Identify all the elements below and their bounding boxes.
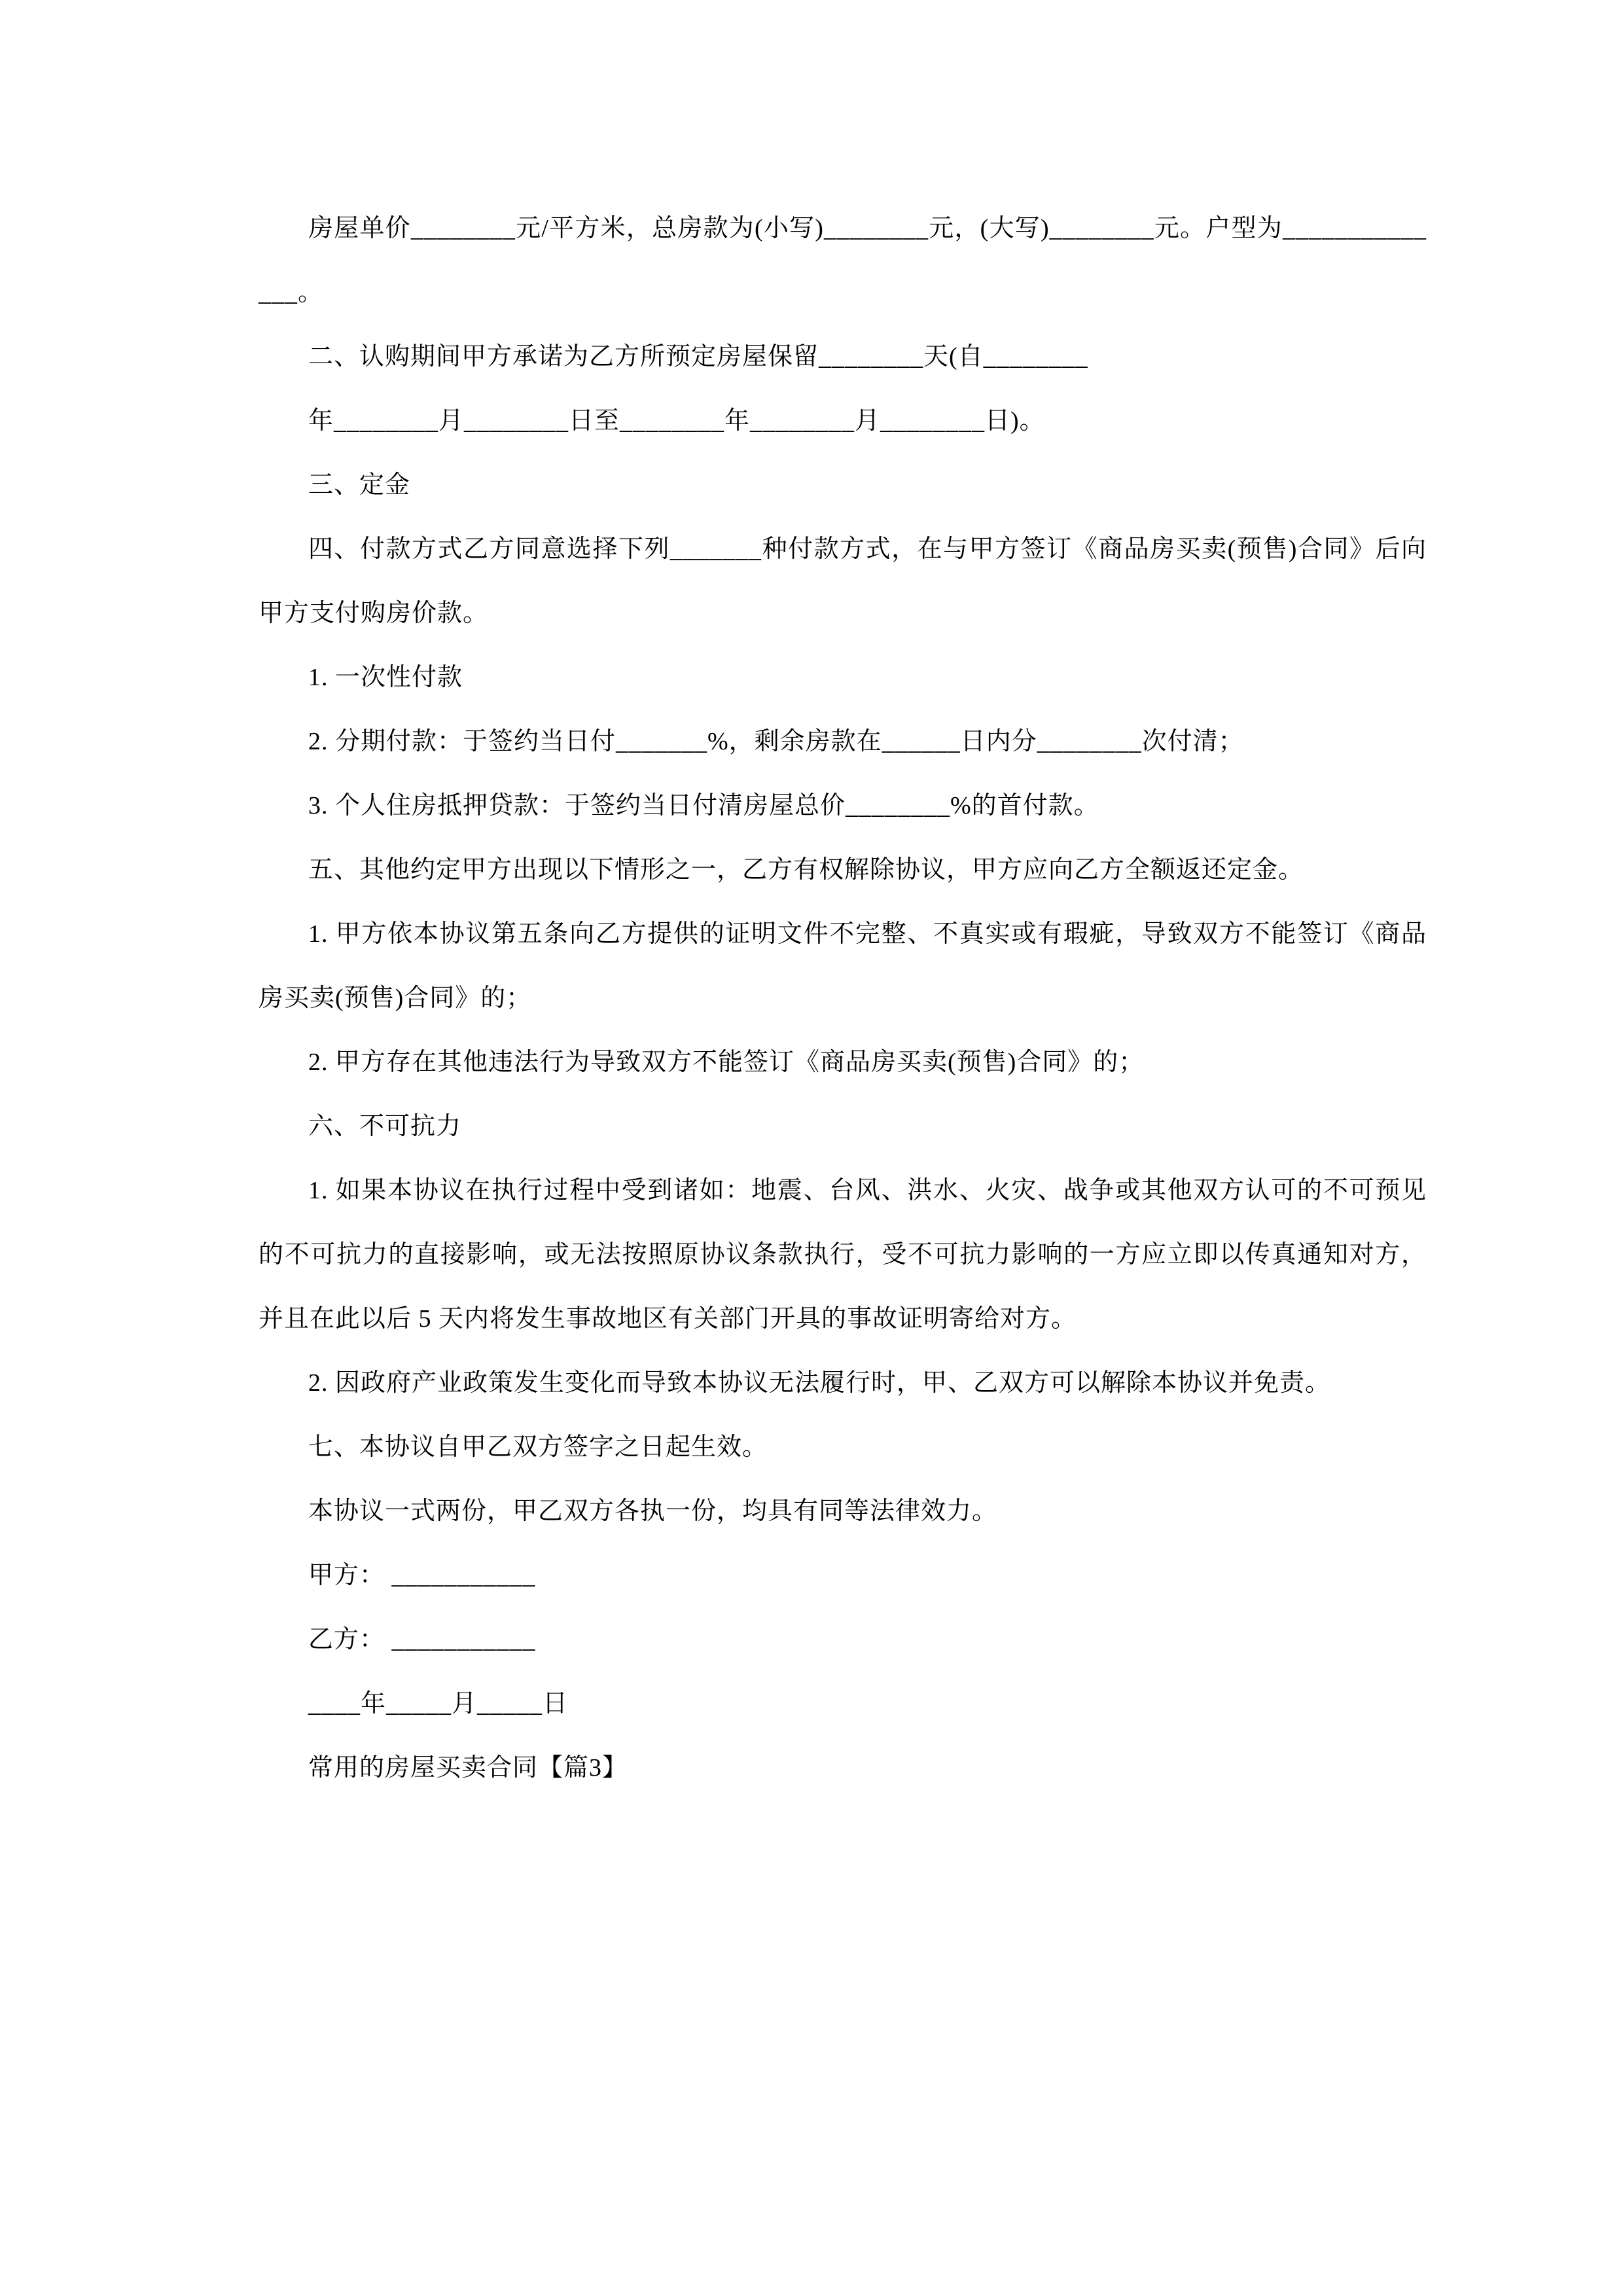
para-effectiveness: 七、本协议自甲乙双方签字之日起生效。 <box>308 1433 768 1461</box>
para-payment-method: 四、付款方式乙方同意选择下列_______种付款方式，在与甲方签订《商品房买卖(预售)合同》后向甲方支付购房价款。 <box>259 535 1427 627</box>
para-payment-lump-sum: 1. 一次性付款 <box>308 664 463 691</box>
para-next-title: 常用的房屋买卖合同【篇3】 <box>308 1754 628 1782</box>
para-deposit-heading: 三、定金 <box>308 471 411 499</box>
para-force-majeure-2: 2. 因政府产业政策发生变化而导致本协议无法履行时，甲、乙双方可以解除本协议并免责。 <box>308 1369 1331 1397</box>
para-breach-1: 1. 甲方依本协议第五条向乙方提供的证明文件不完整、不真实或有瑕疵，导致双方不能签订《商品房买卖(预售)合同》的； <box>259 920 1427 1012</box>
para-reservation-dates: 年________月________日至________年________月________日)。 <box>308 407 1045 435</box>
para-force-majeure-1: 1. 如果本协议在执行过程中受到诸如：地震、台风、洪水、火灾、战争或其他双方认可的不可预见的不可抗力的直接影响，或无法按照原协议条款执行，受不可抗力影响的一方应立即以传真通知对方，并且在此以后 5 天内将发生事故地区有关部门开具的事故证明寄给对方。 <box>259 1177 1427 1333</box>
para-party-a-signature: 甲方： ___________ <box>308 1562 536 1589</box>
para-payment-installment: 2. 分期付款：于签约当日付_______%，剩余房款在______日内分________次付清； <box>308 728 1244 755</box>
para-force-majeure-heading: 六、不可抗力 <box>308 1113 462 1140</box>
para-breach-2: 2. 甲方存在其他违法行为导致双方不能签订《商品房买卖(预售)合同》的； <box>308 1049 1145 1076</box>
para-other-agreements: 五、其他约定甲方出现以下情形之一，乙方有权解除协议，甲方应向乙方全额返还定金。 <box>308 856 1304 884</box>
para-payment-mortgage: 3. 个人住房抵押贷款：于签约当日付清房屋总价________%的首付款。 <box>308 792 1099 819</box>
para-copies: 本协议一式两份，甲乙双方各执一份，均具有同等法律效力。 <box>308 1498 998 1525</box>
para-party-b-signature: 乙方： ___________ <box>308 1626 536 1653</box>
para-reservation: 二、认购期间甲方承诺为乙方所预定房屋保留________天(自________ <box>308 343 1088 370</box>
para-house-price: 房屋单价________元/平方米，总房款为(小写)________元，(大写)________元。户型为______________。 <box>259 215 1427 306</box>
para-date-line: ____年_____月_____日 <box>308 1690 569 1717</box>
